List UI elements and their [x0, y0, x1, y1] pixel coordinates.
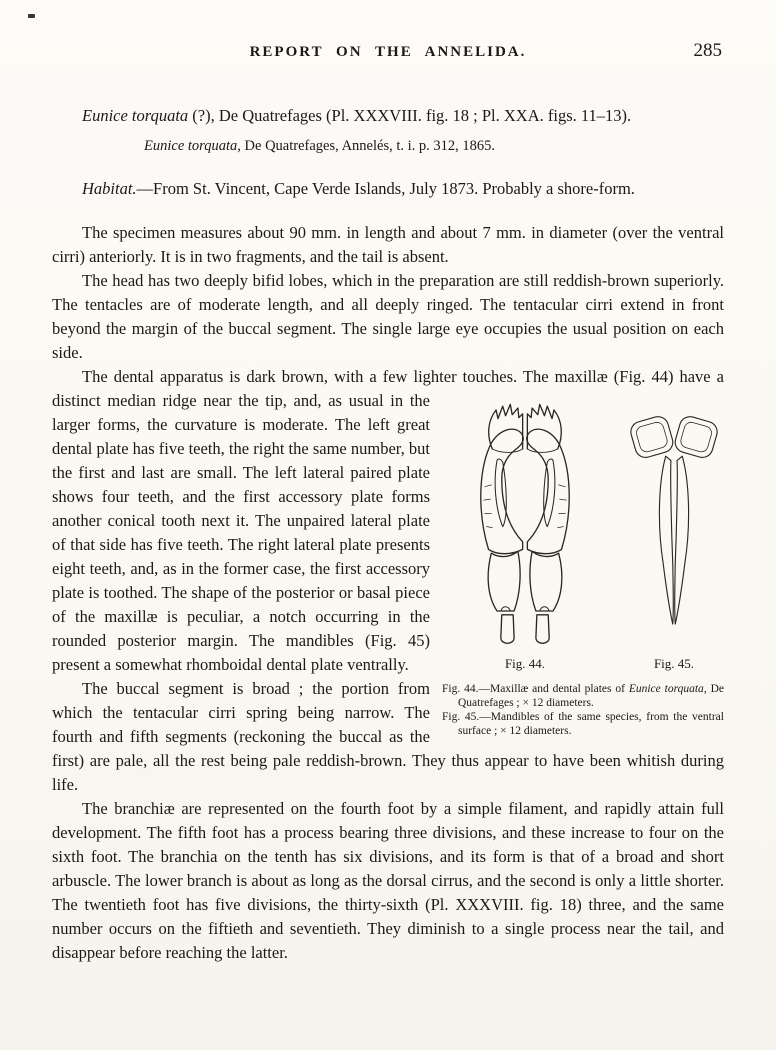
fig44-label-cell	[442, 648, 608, 676]
body-paragraph-head: The head has two deeply bifid lobes, which in the preparation are still reddish-brown superiorly. The tentacles are of moderate length, and all deeply ringed. The tentacular cirri extend in front beyond the margin of the buccal segment. The single large eye occupies the usual position on each side.	[52, 271, 724, 362]
species-name: Eunice torquata	[82, 106, 189, 125]
fig45-cell	[624, 400, 724, 648]
fig45-label-cell	[624, 648, 724, 676]
body-paragraph-branchiae: The branchiæ are represented on the fourth foot by a simple filament, and rapidly attain full development. The fifth foot has a process bearing three divisions, and these increase to four on the sixth foot. The branchia on the tenth has six divisions, and its form is that of a broad and short arbuscle. The lower branch is about as long as the dorsal cirrus, and the second is only a little shorter. The twentieth foot has five divisions, the thirty-sixth (Pl. XXXVIII. fig. 18) three, and the same number occurs on the fiftieth and seventieth. They diminish to a single process near the tail, and disappear before reaching the latter.	[52, 799, 724, 962]
maxillae-illustration	[442, 392, 608, 648]
page-body	[52, 177, 724, 965]
caption44-species: Eunice torquata	[628, 683, 704, 695]
scan-artifact	[28, 14, 35, 18]
figure-caption-44	[442, 683, 724, 710]
caption44-rest: , De Quatrefages ; × 12 diameters.	[458, 683, 724, 709]
species-heading-rest: (?), De Quatrefages (Pl. XXXVIII. fig. 18 ; Pl. XXA. figs. 11–13).	[188, 106, 632, 125]
figure-block	[442, 392, 724, 739]
header-title: REPORT ON THE ANNELIDA.	[249, 44, 527, 60]
fig44-label: Fig. 44.	[504, 656, 546, 671]
figure-captions	[442, 683, 724, 738]
figure-caption-45: Fig. 45.—Mandibles of the same species, from the ventral surface ; × 12 diameters.	[442, 711, 724, 737]
fig45-label: Fig. 45.	[653, 656, 695, 671]
body-paragraph-buccal: The buccal segment is broad ; the portion from which the tentacular cirri spring being narrow. The fourth and fifth segments (reckoning the buccal as the first) are pale, all the rest being pale reddish-brown. They thus appear to have been whitish during life.	[52, 679, 724, 794]
species-heading	[52, 104, 724, 128]
fig44-cell	[442, 392, 608, 648]
habitat-paragraph	[52, 177, 724, 201]
citation-line	[144, 138, 724, 155]
habitat-label: Habitat.	[82, 179, 137, 198]
dental-paragraph-lead: The dental apparatus is dark brown, with a few lighter touches. The maxillæ (Fig. 44)	[82, 367, 680, 386]
citation-rest: , De Quatrefages, Annelés, t. i. p. 312, 1865.	[237, 138, 496, 154]
figures-row	[442, 392, 724, 648]
habitat-text: —From St. Vincent, Cape Verde Islands, July 1873. Probably a shore-form.	[136, 179, 635, 198]
running-header	[52, 40, 724, 68]
dental-paragraph-body: have a distinct median ridge near the tip, and, as usual in the larger forms, the curvature is moderate. The left great dental plate has five teeth, the right the same number, but the first and last are small. The left lateral paired plate shows four teeth, and the first accessory plate forms another conical tooth next it. The unpaired lateral plate of that side has five teeth. The right lateral plate presents eight teeth, and, as in the former case, the first accessory plate is toothed. The shape of the posterior or basal piece of the maxillæ is peculiar, a notch occurring in the rounded posterior margin. The mandibles (Fig. 45) present a somewhat rhomboidal dental plate ventrally.	[52, 367, 724, 674]
figure-labels-row	[442, 648, 724, 676]
mandibles-illustration	[624, 400, 724, 648]
body-paragraph-specimen: The specimen measures about 90 mm. in length and about 7 mm. in diameter (over the ventral cirri) anteriorly. It is in two fragments, and the tail is absent.	[52, 223, 724, 266]
page-number: 285	[693, 40, 722, 61]
caption44-lead: Fig. 44.—Maxillæ and dental plates of	[442, 683, 629, 695]
citation-species-name: Eunice torquata	[144, 138, 238, 154]
